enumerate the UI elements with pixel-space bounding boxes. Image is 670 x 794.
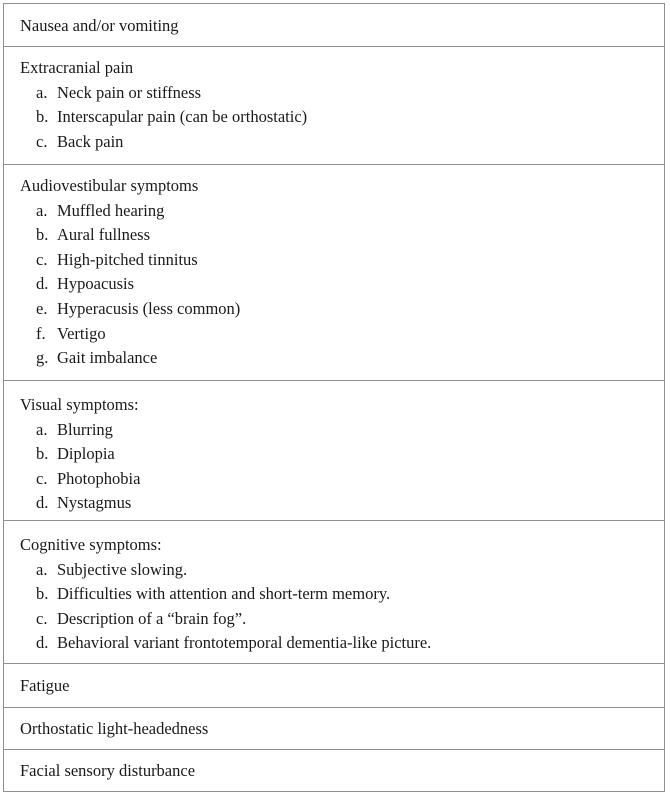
list-item xyxy=(36,130,664,155)
item-marker: b. xyxy=(36,444,49,464)
list-item xyxy=(36,467,664,492)
list-item xyxy=(36,558,664,583)
item-text: Nystagmus xyxy=(57,493,132,513)
row-title: Nausea and/or vomiting xyxy=(20,16,179,35)
list-item xyxy=(36,223,664,248)
table-row xyxy=(4,521,664,664)
item-marker: c. xyxy=(36,468,48,488)
list-item xyxy=(36,582,664,607)
list-item xyxy=(36,81,664,106)
list-item xyxy=(36,322,664,347)
item-marker: d. xyxy=(36,274,49,294)
item-marker: a. xyxy=(36,200,48,220)
item-text: Hypoacusis xyxy=(57,274,134,294)
item-text: Gait imbalance xyxy=(57,348,158,368)
item-marker: f. xyxy=(36,323,46,343)
item-marker: d. xyxy=(36,493,49,513)
item-marker: e. xyxy=(36,298,48,318)
list-item xyxy=(36,199,664,224)
item-marker: b. xyxy=(36,107,49,127)
item-marker: b. xyxy=(36,225,49,245)
table-row xyxy=(4,381,664,521)
item-list xyxy=(20,418,664,516)
list-item xyxy=(36,272,664,297)
item-list xyxy=(20,199,664,371)
row-title: Visual symptoms: xyxy=(20,395,139,414)
table-row xyxy=(4,4,664,47)
item-marker: d. xyxy=(36,633,49,653)
table-row xyxy=(4,708,664,750)
list-item xyxy=(36,346,664,371)
item-text: Interscapular pain (can be orthostatic) xyxy=(57,107,308,127)
item-marker: a. xyxy=(36,419,48,439)
item-text: Description of a “brain fog”. xyxy=(57,608,247,628)
item-text: Blurring xyxy=(57,419,113,439)
item-text: Neck pain or stiffness xyxy=(57,82,202,102)
symptoms-table xyxy=(3,3,665,792)
table-row xyxy=(4,47,664,165)
item-text: High-pitched tinnitus xyxy=(57,249,198,269)
list-item xyxy=(36,442,664,467)
item-text: Subjective slowing. xyxy=(57,559,188,579)
row-title: Cognitive symptoms: xyxy=(20,535,162,554)
item-text: Difficulties with attention and short-term memory. xyxy=(57,584,391,604)
list-item xyxy=(36,491,664,516)
table-row xyxy=(4,664,664,708)
list-item xyxy=(36,248,664,273)
row-title: Extracranial pain xyxy=(20,58,134,77)
list-item xyxy=(36,297,664,322)
row-title: Fatigue xyxy=(20,676,70,695)
list-item xyxy=(36,631,664,656)
list-item xyxy=(36,105,664,130)
row-title: Audiovestibular symptoms xyxy=(20,176,199,195)
item-list xyxy=(20,81,664,155)
item-text: Back pain xyxy=(57,131,124,151)
item-text: Muffled hearing xyxy=(57,200,165,220)
row-title: Facial sensory disturbance xyxy=(20,761,196,780)
list-item xyxy=(36,607,664,632)
list-item xyxy=(36,418,664,443)
table-row xyxy=(4,165,664,381)
item-text: Aural fullness xyxy=(57,225,151,245)
item-text: Behavioral variant frontotemporal dementia-like picture. xyxy=(57,633,432,653)
item-marker: g. xyxy=(36,348,49,368)
row-title: Orthostatic light-headedness xyxy=(20,719,209,738)
item-marker: c. xyxy=(36,249,48,269)
item-list xyxy=(20,558,664,656)
item-text: Diplopia xyxy=(57,444,115,464)
item-marker: a. xyxy=(36,559,48,579)
item-marker: c. xyxy=(36,608,48,628)
item-marker: b. xyxy=(36,584,49,604)
item-text: Vertigo xyxy=(57,323,106,343)
item-marker: c. xyxy=(36,131,48,151)
table-row xyxy=(4,750,664,791)
item-text: Photophobia xyxy=(57,468,141,488)
item-marker: a. xyxy=(36,82,48,102)
item-text: Hyperacusis (less common) xyxy=(57,298,241,318)
